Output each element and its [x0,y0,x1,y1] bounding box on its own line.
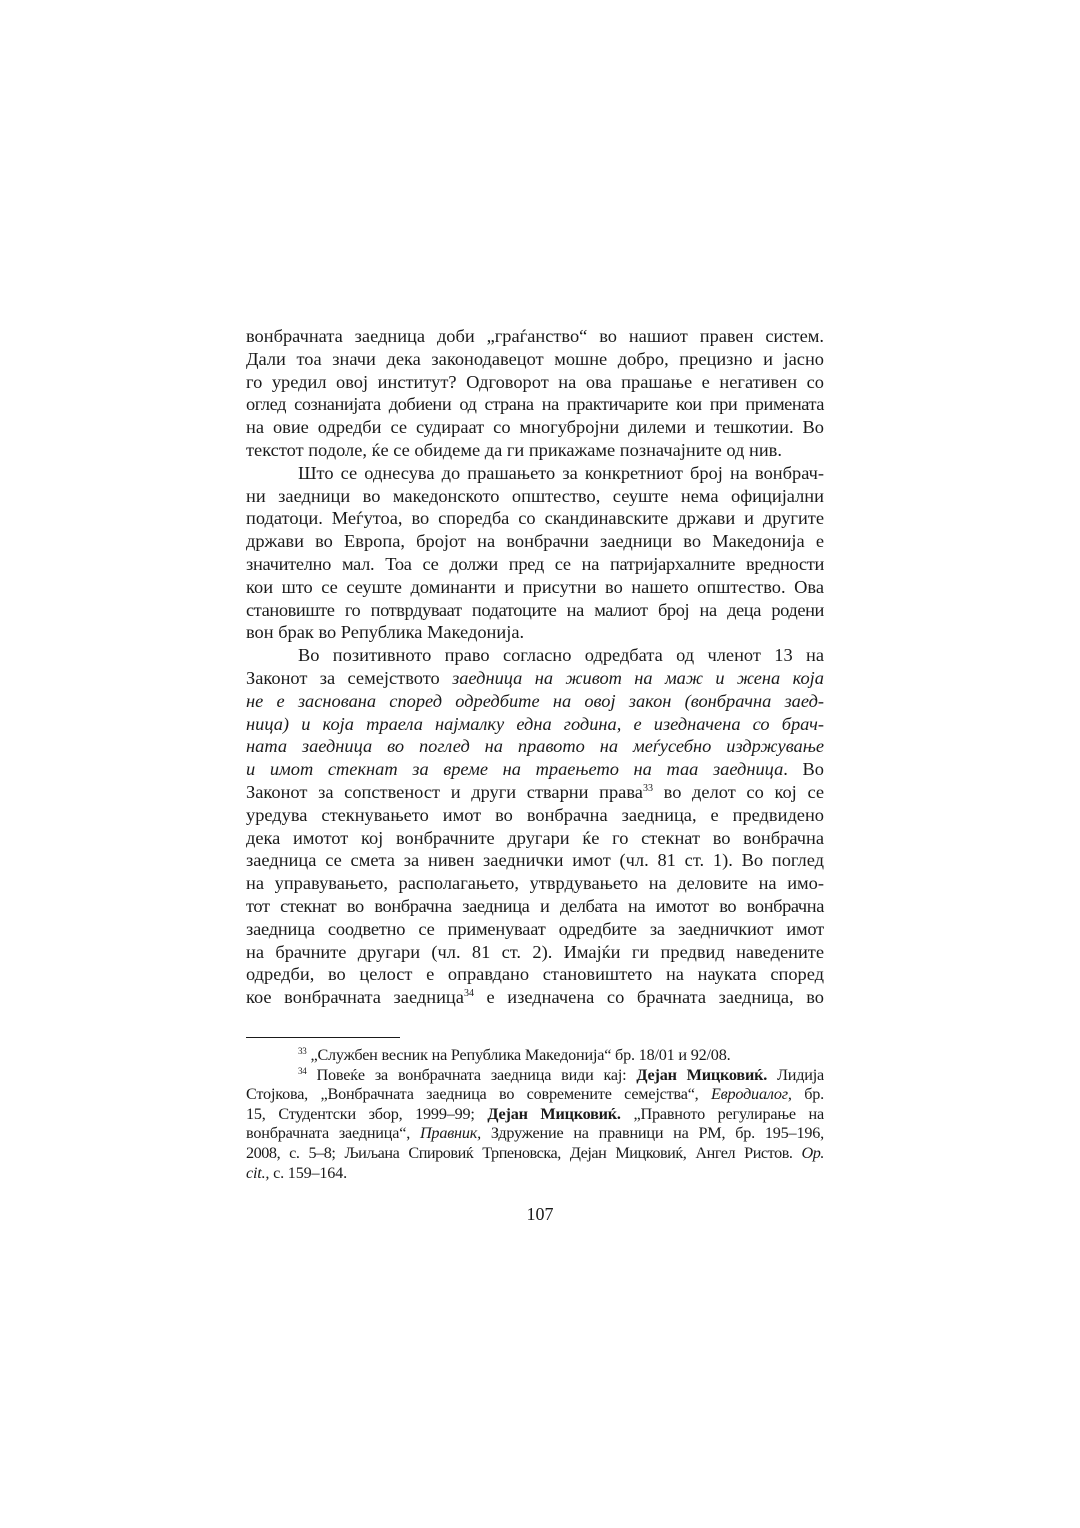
text-run: . Во [783,759,824,780]
footnote-text: Здружение на правници на РМ, бр. 195–196, [481,1124,824,1143]
paragraph-line [246,713,824,736]
text-run: ни заедници во македонското општество, сеуште нема официјални [246,485,824,506]
paragraph-line [246,758,824,781]
footnote-34-line [246,1066,824,1086]
footnote-34-line [246,1105,824,1125]
text-run: држави во Европа, бројот на вонбрачни заедници во Македонија е [246,531,824,552]
paragraph-line [246,348,824,371]
paragraph-line [246,371,824,394]
paragraph-line [246,667,824,690]
paragraph-line [246,804,824,827]
paragraph-line [246,735,824,758]
paragraph-line [246,895,824,918]
body-text [246,325,824,1009]
footnote-34-line [246,1124,824,1144]
text-run: текстот подоле, ќе се обидеме да ги прикажаме позначајните од нив. [246,439,782,460]
paragraph-line [246,872,824,895]
italic-text-run: ница) и која траела најмалку една година, е изедначена со брач- [246,713,824,734]
paragraph-line [246,325,824,348]
paragraph-line [246,462,824,485]
paragraph-line [246,439,824,462]
footnote-text: Повеќе за вонбрачната заедница види кај: [306,1065,637,1084]
text-run: заедница се смета за нивен заеднички имот (чл. 81 ст. 1). Во поглед [246,850,824,871]
italic-text-run: и имот стекнат за време на траењето на таа заедница [246,759,784,780]
paragraph-line [246,621,824,644]
footnote-34-line [246,1164,824,1184]
text-run: уредува стекнувањето имот во вонбрачна заедница, е предвидено [246,804,824,825]
text-run: оглед сознанијата добиени од страна на практичарите кои при примената [246,394,824,415]
journal-title: Евродиалог, [710,1085,792,1104]
footnote-text: бр. [791,1085,824,1104]
footnote-ref-34: 34 [463,988,474,1000]
latin-abbreviation: Op. [801,1143,824,1162]
footnote-text: с. 159–164. [269,1163,347,1182]
italic-text-run: не е заснована според одредбите на овој закон (вонбрачна заед- [246,690,824,711]
paragraph-line [246,485,824,508]
paragraph-line [246,986,824,1009]
paragraph-line [246,416,824,439]
text-run: на овие одредби се судираат со многубројни дилеми и тешкотии. Во [246,417,824,438]
paragraph-line [246,827,824,850]
text-run: во делот со кој се [652,781,824,802]
footnote-text: 2008, с. 5–8; Љиљана Спировиќ Трпеновска, Дејан Мицковиќ, Ангел Ристов. [246,1143,802,1162]
text-run: значително мал. Тоа се должи пред се на патријархалните вредности [246,553,824,574]
text-run: кое вонбрачната заедница [246,987,464,1008]
paragraph-line [246,963,824,986]
text-run: Што се однесува до прашањето за конкретниот број на вонбрач- [298,462,824,483]
footnote-text: „Службен весник на Република Македонија“ бр. 18/01 и 92/08. [306,1046,731,1064]
footnote-separator [246,1037,400,1038]
footnote-text: „Правното регулирање на [620,1104,825,1123]
text-run: Дали тоа значи дека законодавецот мошне добро, прецизно и јасно [246,348,824,369]
paragraph-line [246,393,824,416]
footnote-text: Стојкова, „Вонбрачната заедница во современите семејства“, [246,1085,711,1104]
footnote-ref-33: 33 [642,782,653,794]
footnotes [246,1046,824,1183]
text-run: Законот за сопственост и други стварни права [246,781,643,802]
text-run: кои што се сеуште доминанти и присутни во нашето општество. Ова [246,576,824,597]
text-run: вон брак во Република Македонија. [246,622,525,643]
paragraph-line [246,781,824,804]
text-run: на управувањето, располагањето, утврдувањето на деловите на имо- [246,873,824,894]
journal-title: Правник, [419,1124,481,1143]
text-run: на брачните другари (чл. 81 ст. 2). Имајќи ги предвид наведените [246,941,824,962]
paragraph-line [246,918,824,941]
text-run: е изедначена со брачната заедница, во [473,987,824,1008]
footnote-34-line [246,1144,824,1164]
paragraph-line [246,941,824,964]
footnote-text: Лидија [767,1065,824,1084]
author-name: Дејан Мицковиќ. [636,1065,768,1084]
latin-abbreviation: cit., [246,1163,270,1182]
text-run: тот стекнат во вонбрачна заедница и делбата на имотот во вонбрачна [246,895,824,916]
text-run: дека имотот кој вонбрачните другари ќе го стекнат во вонбрачна [246,827,824,848]
italic-text-run: заедница на живот на маж и жена која [452,667,824,688]
footnote-marker: 34 [298,1065,307,1076]
author-name: Дејан Мицковиќ. [487,1104,621,1123]
footnote-34-line [246,1085,824,1105]
text-run: податоци. Меѓутоа, во споредба со скандинавските држави и другите [246,508,824,529]
paragraph-line [246,644,824,667]
paragraph-line [246,849,824,872]
paragraph-line [246,530,824,553]
paragraph-line [246,553,824,576]
text-run: Во позитивното право согласно одредбата од членот 13 на [298,645,824,666]
paragraph-line [246,576,824,599]
text-run: становиште го потврдуваат податоците на малиот број на деца родени [246,599,824,620]
text-run: Законот за семејството [246,667,453,688]
text-run: одредби, во целост е оправдано становиштето на науката според [246,964,824,985]
paragraph-line [246,690,824,713]
footnote-marker: 33 [298,1046,307,1056]
footnote-text: вонбрачната заедница“, [246,1124,420,1143]
text-run: заедница соодветно се применуваат одредбите за заедничкиот имот [246,918,824,939]
paragraph-line [246,599,824,622]
footnote-text: 15, Студентски збор, 1999–99; [246,1104,488,1123]
text-run: го уредил овој институт? Одговорот на ова прашање е негативен со [246,371,824,392]
paragraph-line [246,507,824,530]
text-run: вонбрачната заедница доби „граѓанство“ во нашиот правен систем. [246,326,824,346]
page-number: 107 [526,1204,554,1224]
italic-text-run: ната заедница во поглед на правото на меѓусебно издржување [246,736,824,757]
footnote-33 [246,1046,824,1066]
